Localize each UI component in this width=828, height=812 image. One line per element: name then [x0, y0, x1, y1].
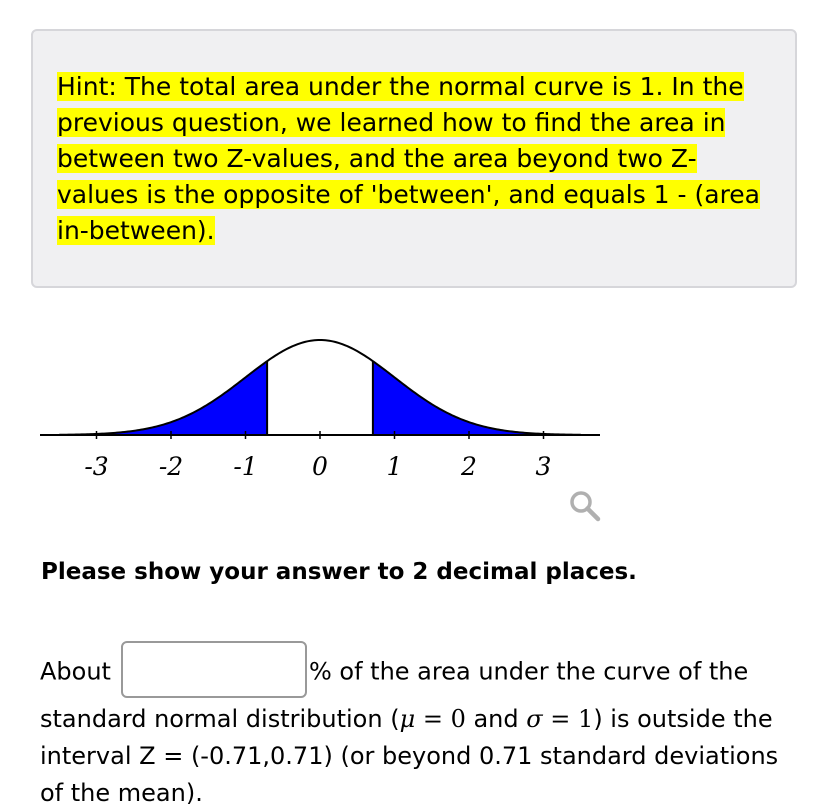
mu-value: 0 [450, 705, 466, 733]
normal-curve-line [59, 340, 581, 435]
mu-symbol: μ [399, 705, 416, 733]
hint-box [31, 29, 797, 288]
tick-label: 2 [461, 452, 477, 481]
equals-sign: = [415, 705, 451, 733]
question-suffix: ) is outside the interval Z = (-0.71,0.71) (or beyond 0.71 standard deviations of the mean). [40, 705, 779, 807]
shaded-regions [59, 361, 581, 435]
sigma-symbol: σ [526, 705, 543, 733]
hint-highlight: Hint: The total area under the normal curve is 1. In the previous question, we learned how to find the area in between two Z-values, and the area beyond two Z-values is the opposite of 'between', and equals 1 - (area in-between). [57, 72, 761, 245]
and-text: and [465, 705, 527, 733]
question-after-input: % of the area under the curve of the standard normal distribution ( [40, 657, 749, 733]
magnifier-icon[interactable] [567, 488, 603, 524]
question-prefix: About [40, 657, 111, 686]
x-axis-ticks [84, 431, 551, 481]
tick-label: 1 [386, 452, 403, 481]
tick-label: 3 [535, 452, 552, 481]
hint-text [57, 69, 773, 249]
sigma-value: 1 [578, 705, 594, 733]
instruction-text: Please show your answer to 2 decimal places. [41, 559, 637, 585]
tick-label: -1 [233, 452, 258, 481]
answer-input[interactable] [121, 641, 307, 698]
tick-label: -2 [158, 452, 184, 481]
tick-label: 0 [312, 452, 328, 481]
equals-sign-2: = [542, 705, 579, 733]
tick-label: -3 [84, 452, 109, 481]
question-text [40, 644, 800, 812]
normal-curve-chart [30, 325, 610, 485]
